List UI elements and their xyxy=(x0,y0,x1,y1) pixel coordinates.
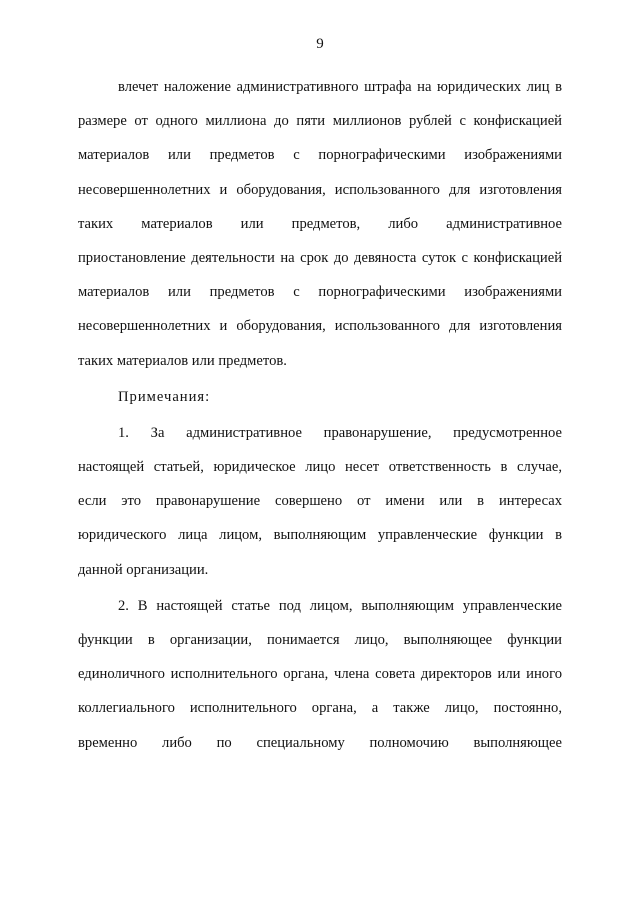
text-line: временно либо по специальному полномочию выполняющее xyxy=(78,734,562,751)
text-line: если это правонарушение совершено от имени или в интересах xyxy=(78,493,562,510)
text-line: единоличного исполнительного органа, члена совета директоров или иного xyxy=(78,666,562,683)
document-body xyxy=(78,70,562,760)
text-line: настоящей статьей, юридическое лицо несет ответственность в случае, xyxy=(78,459,562,476)
text-line: таких материалов или предметов. xyxy=(78,352,287,369)
text-line: данной организации. xyxy=(78,561,209,578)
text-line: материалов или предметов с порнографическими изображениями xyxy=(78,147,562,164)
text-line: 2. В настоящей статье под лицом, выполняющим управленческие xyxy=(118,597,562,614)
text-line: несовершеннолетних и оборудования, использованного для изготовления xyxy=(78,181,562,198)
page-number: 9 xyxy=(316,36,324,52)
text-line: приостановление деятельности на срок до девяноста суток с конфискацией xyxy=(78,249,562,266)
text-line: таких материалов или предметов, либо административное xyxy=(78,215,562,232)
text-line: коллегиального исполнительного органа, а также лицо, постоянно, xyxy=(78,700,562,717)
text-line: размере от одного миллиона до пяти миллионов рублей с конфискацией xyxy=(78,113,562,130)
text-line: 1. За административное правонарушение, предусмотренное xyxy=(118,424,562,441)
text-line: материалов или предметов с порнографическими изображениями xyxy=(78,284,562,301)
text-line: несовершеннолетних и оборудования, использованного для изготовления xyxy=(78,318,562,335)
text-line: влечет наложение административного штрафа на юридических лиц в xyxy=(118,79,562,95)
notes-heading: Примечания: xyxy=(118,388,211,405)
text-line: юридического лица лицом, выполняющим управленческие функции в xyxy=(78,527,562,544)
text-line: функции в организации, понимается лицо, выполняющее функции xyxy=(78,632,562,648)
